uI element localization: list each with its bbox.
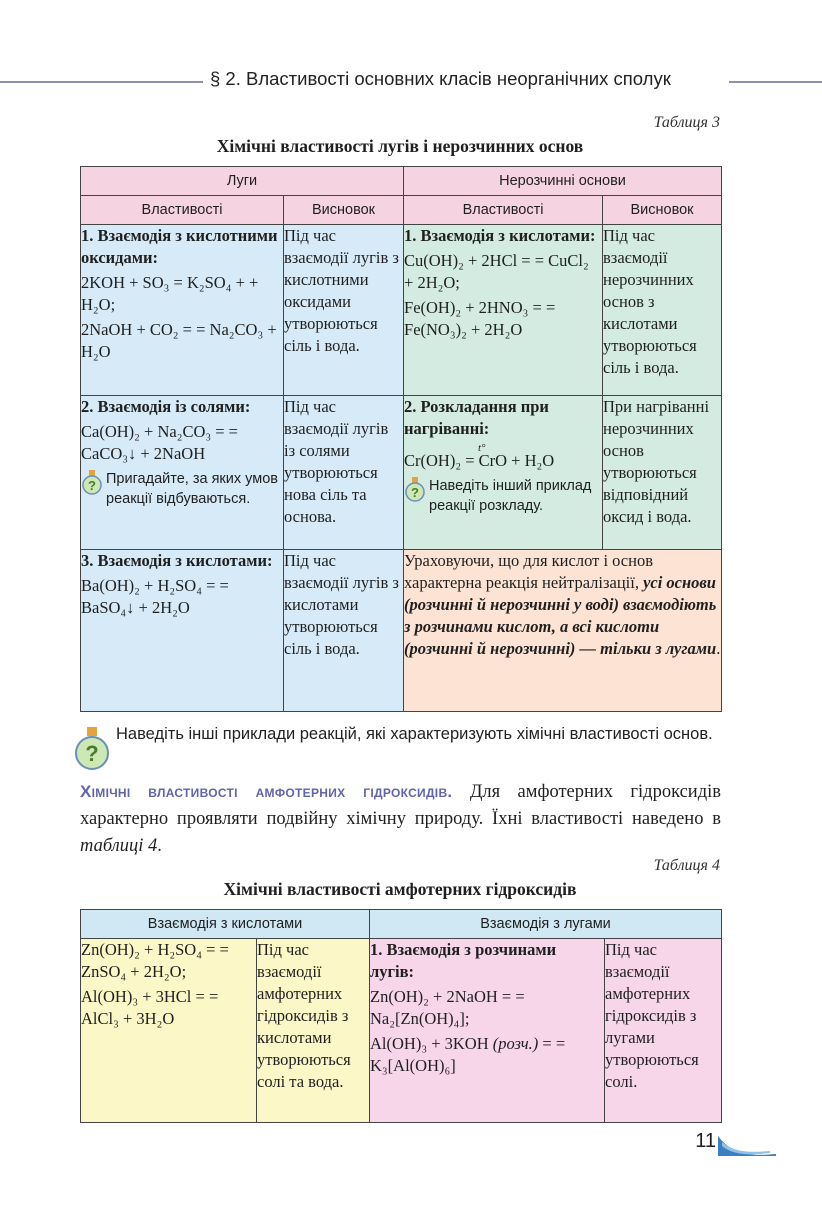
equation: Zn(OH)₂ + 2NaOH = = Na₂[Zn(OH)₄]; (370, 987, 525, 1028)
alkali-equations (370, 939, 605, 1123)
hint (81, 469, 283, 509)
alkali-conclusion-2: Під час взаємодії лугів із солями утворюються нова сіль та основа. (284, 396, 404, 550)
page-number: 11 (695, 1130, 716, 1152)
col-header-conclusion: Висновок (603, 196, 722, 225)
header-rule-left (0, 81, 203, 83)
equation: Zn(OH)₂ + H₂SO₄ = = ZnSO₄ + 2H₂O; (81, 940, 229, 981)
equation: Ca(OH)₂ + Na₂CO₃ = = CaCO₃↓ + 2NaOH (81, 422, 238, 463)
property-title: 2. Розкладання при нагріванні: (404, 397, 549, 438)
hint-text: Наведіть інший приклад реакції розкладу. (429, 478, 592, 514)
alkali-property-2 (81, 396, 284, 550)
equation: 2KOH + SO₃ = K₂SO₄ + + H₂O; (81, 273, 259, 314)
equation: Al(OH)₃ + 3HCl = = AlCl₃ + 3H₂O (81, 987, 219, 1028)
equation-part: Al(OH)₃ + 3KOH (370, 1034, 489, 1053)
paragraph-end: . (157, 836, 162, 856)
svg-text:?: ? (411, 485, 419, 500)
property-title: 3. Взаємодія з кислотами: (81, 551, 273, 570)
alkali-conclusion-1: Під час взаємодії лугів з кислотними оксидами утворюються сіль і вода. (284, 225, 404, 396)
equation: Ba(OH)₂ + H₂SO₄ = = BaSO₄↓ + 2H₂O (81, 576, 229, 617)
property-title: 1. Взаємодія з кислотами: (404, 226, 596, 245)
property-title: 1. Взаємодія з кислотними оксидами: (81, 226, 278, 267)
page-header (0, 64, 822, 100)
acids-equations (81, 939, 257, 1123)
condition: t° (478, 442, 486, 454)
summary-plain: Ураховуючи, що для кислот і основ характерна реакція нейтралізації, (404, 551, 654, 592)
insoluble-property-1 (404, 225, 603, 396)
equation: Fe(OH)₂ + 2HNO₃ = = Fe(NO₃)₂ + 2H₂O (404, 298, 556, 339)
table4 (80, 909, 722, 1123)
paragraph-text: Для амфотерних гідроксидів характерно проявляти подвійну хімічну природу. Їхні властивості наведено в (80, 782, 721, 829)
header-alkalis: Взаємодія з лугами (370, 910, 722, 939)
equation (370, 1033, 604, 1077)
col-header-properties: Властивості (81, 196, 284, 225)
question-note (72, 722, 722, 770)
property-title: 2. Взаємодія із солями: (81, 397, 251, 416)
insoluble-property-2 (404, 396, 603, 550)
equation: Cr(OH)₂ = CrO + H₂O (404, 451, 555, 470)
property-title: 1. Взаємодія з розчинами лугів: (370, 940, 557, 981)
alkali-conclusion: Під час взаємодії амфотерних гідроксидів з лугами утворюються солі. (605, 939, 722, 1123)
section-title: § 2. Властивості основних класів неорганічних сполук (210, 68, 671, 89)
body-paragraph (80, 778, 721, 860)
header-rule-right (729, 81, 822, 83)
group-header-insoluble: Нерозчинні основи (404, 167, 722, 196)
svg-text:?: ? (88, 478, 96, 493)
table3 (80, 166, 722, 712)
equation: 2NaOH + CO₂ = = Na₂CO₃ + H₂O (81, 320, 277, 361)
insoluble-conclusion-1: Під час взаємодії нерозчинних основ з кислотами утворюються сіль і вода. (603, 225, 722, 396)
question-flask-icon (72, 726, 112, 770)
note-text: Наведіть інші приклади реакцій, які характеризують хімічні властивості основ. (116, 725, 713, 743)
paragraph-table-ref: таблиці 4 (80, 836, 158, 856)
alkali-property-3 (81, 550, 284, 712)
summary-end: . (716, 639, 721, 658)
insoluble-conclusion-2: При нагріванні нерозчинних основ утворюються відповідний оксид і вода. (603, 396, 722, 550)
wave-logo-icon (718, 1132, 778, 1158)
summary-emphasis: усі основи (розчинні й нерозчинні у воді) взаємодіють з розчинами кислот, а всі кислоти (розчинні й нерозчинні) — тільки з лугами (404, 573, 717, 658)
table4-label: Таблиця 4 (653, 857, 720, 874)
question-flask-icon (81, 469, 103, 495)
equation-condition: (розч.) (492, 1034, 539, 1053)
table4-title: Хімічні властивості амфотерних гідроксидів (223, 879, 577, 899)
acids-conclusion: Під час взаємодії амфотерних гідроксидів з кислотами утворюються солі та вода. (257, 939, 370, 1123)
svg-text:?: ? (85, 741, 99, 766)
equation-with-condition (404, 442, 602, 472)
alkali-conclusion-3: Під час взаємодії лугів з кислотами утворюються сіль і вода. (284, 550, 404, 712)
alkali-property-1 (81, 225, 284, 396)
summary-cell (404, 550, 722, 712)
hint (404, 476, 602, 516)
hint-text: Пригадайте, за яких умов реакції відбуваються. (106, 471, 278, 507)
equation-part: = = K₃[Al(OH)₆] (370, 1034, 566, 1075)
col-header-properties: Властивості (404, 196, 603, 225)
paragraph-lead: Хімічні властивості амфотерних гідроксидів. (80, 782, 453, 801)
group-header-alkalis: Луги (81, 167, 404, 196)
header-acids: Взаємодія з кислотами (81, 910, 370, 939)
col-header-conclusion: Висновок (284, 196, 404, 225)
table3-label: Таблиця 3 (653, 114, 720, 131)
equation: Cu(OH)₂ + 2HCl = = CuCl₂ + 2H₂O; (404, 251, 589, 292)
table3-title: Хімічні властивості лугів і нерозчинних основ (216, 136, 584, 156)
question-flask-icon (404, 476, 426, 502)
